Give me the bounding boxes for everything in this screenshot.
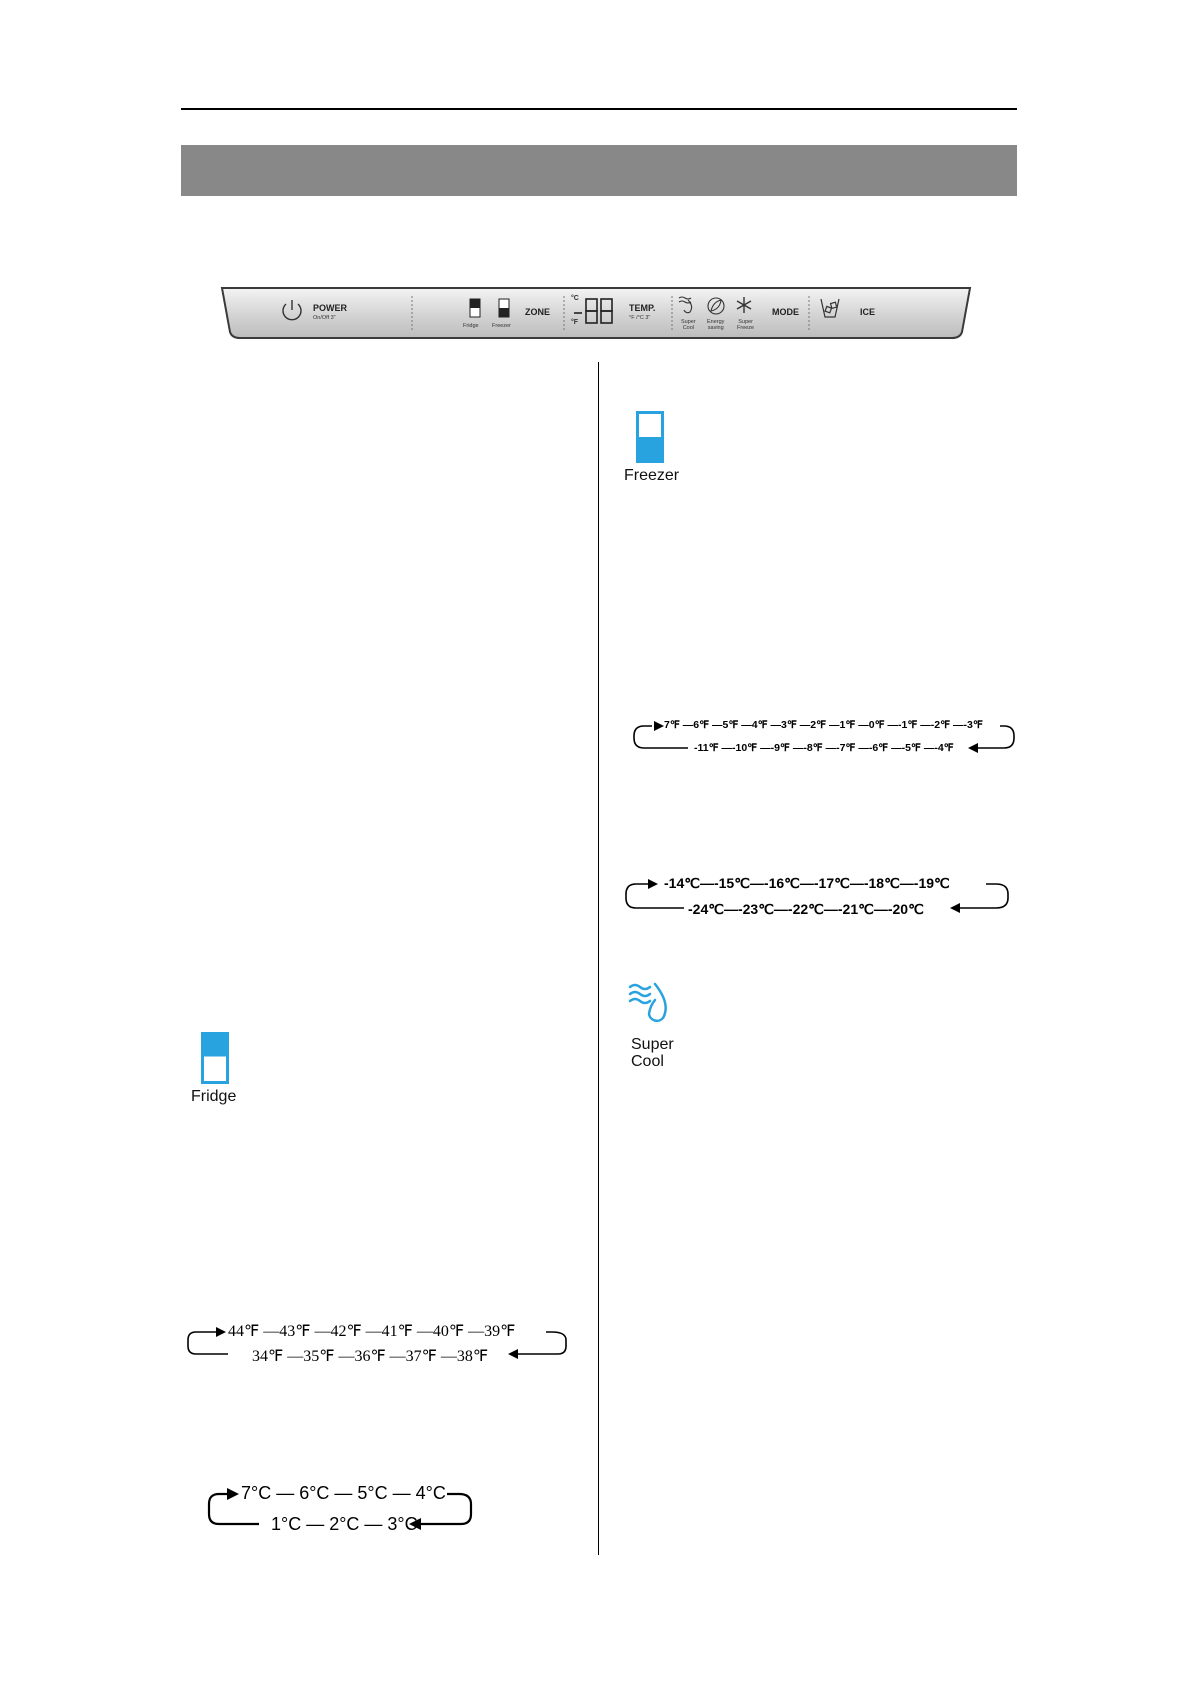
fridge-c-bottom-sequence: 1°C — 2°C — 3°C: [271, 1514, 418, 1534]
ice-label[interactable]: ICE: [860, 307, 876, 317]
energy-saving-label: Energy saving: [707, 319, 725, 331]
mode-label[interactable]: MODE: [772, 307, 799, 317]
super-cool-icon-label: Super Cool: [631, 1036, 674, 1070]
super-freeze-label: Super Freeze: [737, 319, 755, 331]
control-panel: [220, 286, 972, 340]
freezer-icon-label: Freezer: [624, 467, 680, 484]
fridge-icon-label: Fridge: [191, 1088, 237, 1105]
freezer-c-bottom-sequence: -24℃—-23℃—-22℃—-21℃—-20℃: [688, 901, 924, 917]
fridge-f-top-sequence: 44℉ —43℉ —42℉ —41℉ —40℉ —39℉: [228, 1323, 516, 1340]
power-label: POWER: [313, 303, 348, 313]
column-divider: [598, 362, 599, 1555]
unit-c-label: °C: [571, 295, 579, 302]
freezer-zone-label: Freezer: [492, 323, 511, 329]
fridge-zone-label: Fridge: [463, 323, 479, 329]
freezer-celsius-cycle: [624, 872, 1010, 922]
freezer-fahrenheit-cycle: [632, 716, 1016, 760]
freezer-zone-icon[interactable]: [499, 299, 509, 317]
section-banner: [181, 145, 1017, 196]
super-cool-panel-label: Super Cool: [681, 319, 696, 331]
freezer-c-top-sequence: -14℃—-15℃—-16℃—-17℃—-18℃—-19℃: [664, 875, 950, 891]
freezer-f-top-sequence: 7℉ —6℉ —5℉ —4℉ —3℉ —2℉ —1℉ —0℉ —-1℉ —-2℉ —-3℉: [664, 719, 983, 731]
fridge-f-bottom-sequence: 34℉ —35℉ —36℉ —37℉ —38℉: [252, 1348, 489, 1365]
freezer-f-bottom-sequence: -11℉ —-10℉ —-9℉ —-8℉ —-7℉ —-6℉ —-5℉ —-4℉: [694, 742, 954, 754]
fridge-fahrenheit-cycle: [186, 1318, 570, 1370]
power-sub-label: On/Off 3": [313, 315, 336, 321]
temp-label[interactable]: TEMP.: [629, 303, 656, 313]
fridge-c-top-sequence: 7°C — 6°C — 5°C — 4°C: [241, 1483, 446, 1503]
fridge-icon: [201, 1032, 229, 1084]
fridge-celsius-cycle: [207, 1482, 475, 1538]
temp-sub-label: °F /°C 3": [629, 315, 651, 321]
unit-f-label: °F: [571, 319, 579, 326]
header-rule: [181, 108, 1017, 110]
zone-label[interactable]: ZONE: [525, 307, 551, 317]
super-cool-icon-large: [628, 980, 678, 1030]
freezer-icon: [636, 411, 664, 463]
fridge-zone-icon[interactable]: [470, 299, 480, 317]
